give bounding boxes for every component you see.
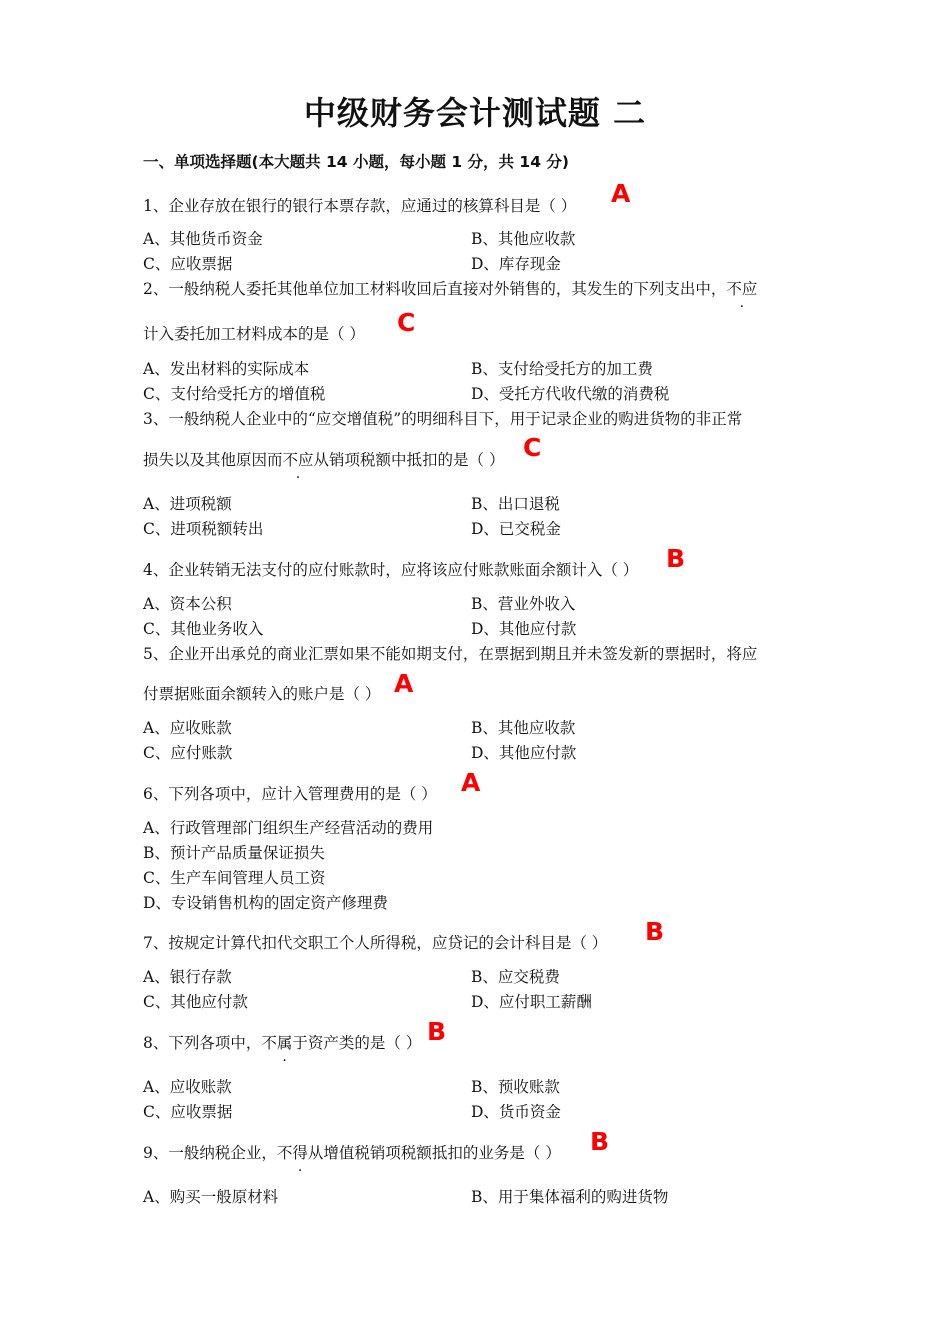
question-1-stem: 1、企业存放在银行的银行本票存款，应通过的核算科目是（ ） [143, 197, 577, 215]
question-6-stem: 6、下列各项中，应计入管理费用的是（ ） [143, 785, 437, 803]
question-7-option-b: B、应交税费 [471, 968, 560, 986]
question-9-stem-pre: 9、一般纳税企业， [143, 1144, 277, 1162]
question-1-answer: A [611, 179, 631, 208]
question-9-stem [143, 1143, 561, 1163]
question-4-option-d: D、其他应付款 [471, 620, 577, 638]
question-5-option-d: D、其他应付款 [471, 744, 577, 762]
question-3-answer: C [523, 433, 542, 462]
question-9-emphasis: 不得从 [276, 1144, 324, 1162]
question-2-option-a: A、发出材料的实际成本 [143, 360, 310, 378]
question-2-option-d: D、受托方代收代缴的消费税 [471, 385, 670, 403]
question-9-stem-post: 增值税销项税额抵扣的业务是（ ） [323, 1144, 561, 1162]
question-1-option-d: D、库存现金 [471, 255, 561, 273]
question-5-option-b: B、其他应收款 [471, 719, 576, 737]
question-9-option-b: B、用于集体福利的购进货物 [471, 1188, 669, 1206]
question-6-option-a: A、行政管理部门组织生产经营活动的费用 [143, 819, 434, 837]
question-8-option-c: C、应收票据 [143, 1103, 233, 1121]
question-1-option-a: A、其他货币资金 [143, 230, 263, 248]
question-8-answer: B [427, 1017, 447, 1046]
question-4-stem: 4、企业转销无法支付的应付账款时，应将该应付账款账面余额计入（ ） [143, 561, 639, 579]
question-6-option-c: C、生产车间管理人员工资 [143, 869, 326, 887]
question-3-stem-post: 从销项税额中抵扣的是（ ） [313, 451, 505, 469]
question-3-option-a: A、进项税额 [143, 495, 232, 513]
question-2-stem-line-1 [143, 279, 757, 299]
question-6-answer: A [461, 768, 481, 797]
question-9-option-a: A、购买一般原材料 [143, 1188, 279, 1206]
question-5-option-c: C、应付账款 [143, 744, 233, 762]
question-2-option-c: C、支付给受托方的增值税 [143, 385, 326, 403]
question-7-option-c: C、其他应付款 [143, 993, 248, 1011]
question-2-emphasis: 不应 [726, 280, 758, 298]
question-4-answer: B [666, 544, 686, 573]
question-3-option-b: B、出口退税 [471, 495, 560, 513]
question-7-stem: 7、按规定计算代扣代交职工个人所得税，应贷记的会计科目是（ ） [143, 934, 608, 952]
question-3-stem-pre: 损失以及其他原因而 [143, 451, 283, 469]
question-9-answer: B [590, 1127, 610, 1156]
question-5-stem-line-1: 5、企业开出承兑的商业汇票如果不能如期支付，在票据到期且并未签发新的票据时，将应 [143, 645, 758, 663]
question-3-stem-line-2 [143, 450, 504, 470]
question-7-option-d: D、应付职工薪酬 [471, 993, 592, 1011]
question-2-stem-line-2: 计入委托加工材料成本的是（ ） [143, 325, 365, 343]
question-7-option-a: A、银行存款 [143, 968, 232, 986]
question-4-option-a: A、资本公积 [143, 595, 232, 613]
question-2-option-b: B、支付给受托方的加工费 [471, 360, 653, 378]
question-3-stem-line-1: 3、一般纳税人企业中的“应交增值税”的明细科目下，用于记录企业的购进货物的非正常 [143, 410, 743, 428]
question-5-stem-line-2: 付票据账面余额转入的账户是（ ） [143, 685, 381, 703]
question-4-option-c: C、其他业务收入 [143, 620, 264, 638]
question-7-answer: B [645, 917, 665, 946]
question-1-option-b: B、其他应收款 [471, 230, 576, 248]
question-8-option-d: D、货币资金 [471, 1103, 561, 1121]
question-1-option-c: C、应收票据 [143, 255, 233, 273]
question-8-stem-post: 资产类的是（ ） [307, 1034, 422, 1052]
question-2-stem-text: 2、一般纳税人委托其他单位加工材料收回后直接对外销售的，其发生的下列支出中， [143, 280, 727, 298]
question-3-emphasis: 不应 [282, 451, 314, 469]
question-6-option-d: D、专设销售机构的固定资产修理费 [143, 894, 388, 912]
question-8-option-a: A、应收账款 [143, 1078, 232, 1096]
question-8-stem-pre: 8、下列各项中， [143, 1034, 262, 1052]
document-title: 中级财务会计测试题 二 [303, 94, 647, 132]
question-2-answer: C [397, 308, 416, 337]
question-8-emphasis: 不属于 [261, 1034, 308, 1052]
question-6-option-b: B、预计产品质量保证损失 [143, 844, 325, 862]
question-5-answer: A [394, 669, 414, 698]
section-heading: 一、单项选择题(本大题共 14 小题，每小题 1 分，共 14 分) [143, 153, 569, 171]
question-5-option-a: A、应收账款 [143, 719, 232, 737]
question-3-option-d: D、已交税金 [471, 520, 561, 538]
question-3-option-c: C、进项税额转出 [143, 520, 264, 538]
question-8-stem [143, 1033, 421, 1053]
question-8-option-b: B、预收账款 [471, 1078, 560, 1096]
question-4-option-b: B、营业外收入 [471, 595, 576, 613]
